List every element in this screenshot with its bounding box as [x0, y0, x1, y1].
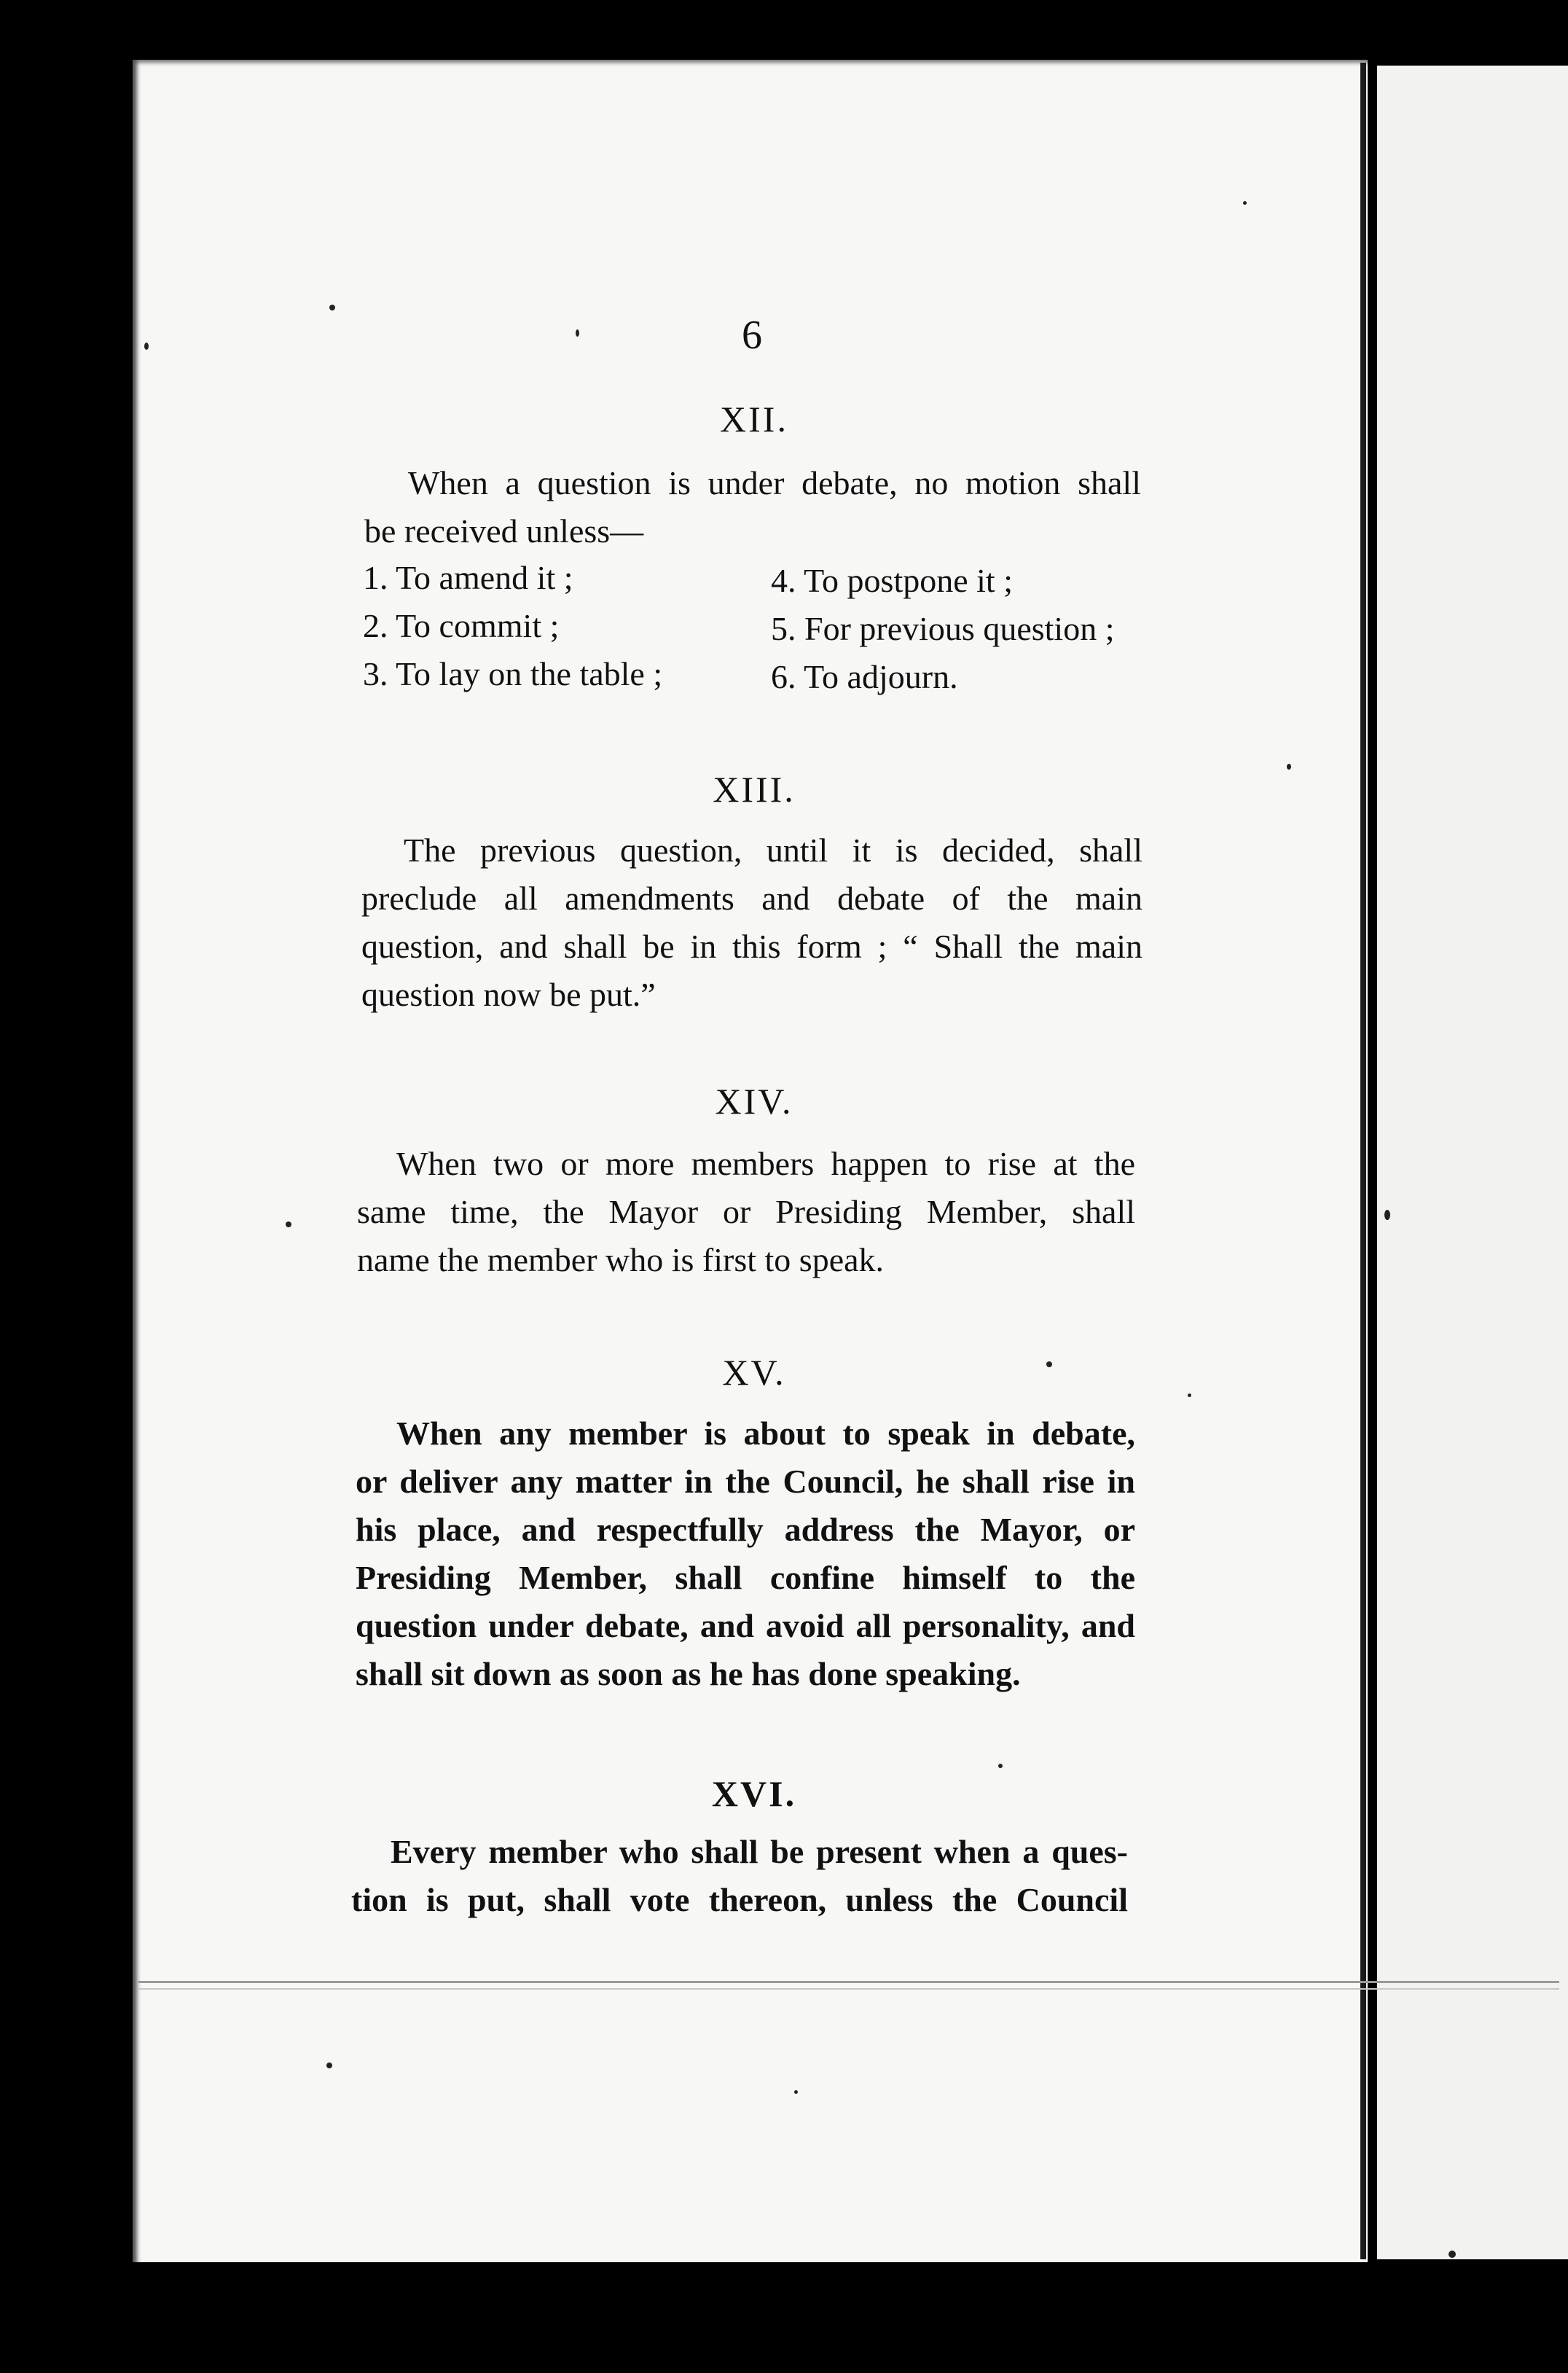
text-line: shall sit down as soon as he has done speaking. — [356, 1655, 1021, 1692]
text-line: The previous question, until it is decided, shall — [404, 832, 1142, 869]
page-bottom-rule-secondary — [138, 1988, 1559, 1990]
section-text-xiii — [361, 826, 1142, 1019]
text-line: tion is put, shall vote thereon, unless the Council — [351, 1881, 1128, 1918]
page-number: 6 — [742, 313, 762, 358]
list-item: 4. To postpone it ; — [771, 562, 1013, 599]
text-line: question, and shall be in this form ; “ Shall the main — [361, 928, 1142, 965]
text-line: be received unless— — [364, 512, 644, 550]
text-line: Every member who shall be present when a ques- — [391, 1833, 1128, 1870]
scan-speck — [794, 2090, 798, 2094]
scan-speck — [998, 1764, 1003, 1768]
text-line: his place, and respectfully address the Mayor, or — [356, 1511, 1135, 1548]
scan-speck — [1243, 201, 1247, 205]
list-item: 1. To amend it ; — [363, 559, 573, 596]
text-line: question under debate, and avoid all personality, and — [356, 1607, 1135, 1644]
text-line: same time, the Mayor or Presiding Member, shall — [357, 1193, 1135, 1230]
scan-speck — [576, 329, 579, 337]
scan-speck — [1449, 2251, 1456, 2258]
scan-speck — [286, 1221, 291, 1227]
facing-page-edge — [1377, 66, 1568, 2259]
list-item: 6. To adjourn. — [771, 658, 958, 695]
text-line: preclude all amendments and debate of the main — [361, 880, 1142, 917]
text-line: or deliver any matter in the Council, he shall rise in — [356, 1463, 1135, 1500]
scan-speck — [329, 305, 335, 310]
text-line: Presiding Member, shall confine himself to the — [356, 1559, 1135, 1596]
section-text-xiv — [357, 1140, 1135, 1284]
scan-speck — [144, 343, 149, 350]
section-heading-xvi: XVI. — [711, 1773, 797, 1814]
list-item: 3. To lay on the table ; — [363, 655, 663, 692]
scan-speck — [1046, 1361, 1052, 1367]
text-line: name the member who is first to speak. — [357, 1241, 885, 1278]
page-fold-line — [1360, 63, 1366, 2259]
section-heading-xiv: XIV. — [715, 1081, 793, 1122]
page-bottom-rule — [138, 1981, 1559, 1983]
section-heading-xii: XII. — [720, 399, 788, 439]
section-text-xvi — [351, 1828, 1128, 1924]
section-text-xii — [364, 459, 1141, 555]
scan-speck — [1384, 1210, 1390, 1220]
text-line: question now be put.” — [361, 976, 656, 1013]
scan-speck — [1287, 764, 1291, 770]
section-heading-xv: XV. — [722, 1352, 786, 1393]
text-line: When any member is about to speak in debate, — [396, 1415, 1135, 1452]
text-line: When a question is under debate, no motion shall — [408, 464, 1141, 501]
list-item: 2. To commit ; — [363, 607, 560, 644]
section-text-xv — [356, 1410, 1135, 1698]
list-item: 5. For previous question ; — [771, 610, 1115, 647]
text-line: When two or more members happen to rise at the — [396, 1145, 1135, 1182]
scan-speck — [1188, 1393, 1191, 1397]
scan-speck — [326, 2063, 332, 2068]
section-heading-xiii: XIII. — [713, 769, 796, 810]
